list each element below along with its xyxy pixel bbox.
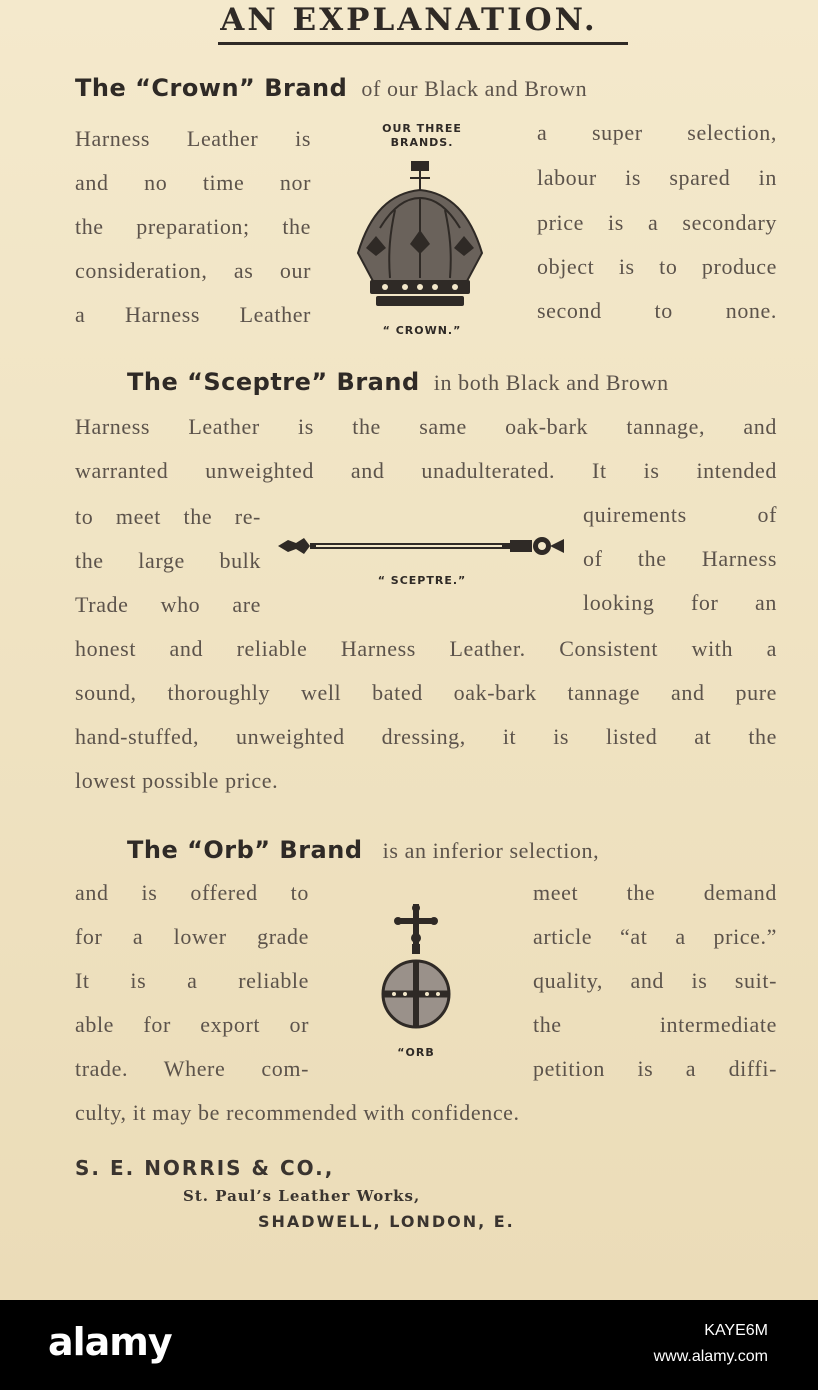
orb-brand-title: The “Orb” Brand [127,836,363,864]
crown-left-line-2: and no time nor [75,170,311,195]
orb-right-line-1: meet the demand [533,880,777,905]
sceptre-brand-title: The “Sceptre” Brand [127,368,420,396]
orb-left-line-5: trade. Where com- [75,1056,309,1081]
three-brands-caption: OUR THREE BRANDS. [382,122,462,149]
crown-first-line [75,74,777,102]
sceptre-full-line-6: lowest possible price. [75,768,279,793]
company-works: St. Paul’s Leather Works, [183,1187,421,1205]
sceptre-right-line-3: looking for an [583,590,777,615]
crown-right-line-3: price is a secondary [537,210,777,235]
sceptre-right-line-1: quirements of [583,502,777,527]
crown-brand-title: The “Crown” Brand [75,74,348,102]
alamy-logo: alamy [48,1320,172,1364]
sceptre-illustration [276,532,568,560]
sceptre-right-line-2: of the Harness [583,546,777,571]
sceptre-full-line-1: Harness Leather is the same oak-bark tannage, and [75,414,777,439]
sceptre-full-line-3: honest and reliable Harness Leather. Consistent with a [75,636,777,661]
stock-footer-bar [0,1300,818,1390]
crown-right-line-4: object is to produce [537,254,777,279]
orb-right-line-2: article “at a price.” [533,924,777,949]
sceptre-full-line-5: hand-stuffed, unweighted dressing, it is listed at the [75,724,777,749]
orb-left-line-3: It is a reliable [75,968,309,993]
orb-illustration [378,902,454,1042]
orb-first-line-rest: is an inferior selection, [382,838,600,863]
crown-illustration [350,158,490,314]
orb-left-line-1: and is offered to [75,880,309,905]
orb-last-line: culty, it may be recommended with confidence. [75,1100,520,1125]
orb-first-line [75,836,777,864]
image-id-label: KAYE6M [704,1322,768,1339]
crown-left-line-3: the preparation; the [75,214,311,239]
crown-right-line-5: second to none. [537,298,777,323]
sceptre-caption: “ SCEPTRE.” [377,574,467,587]
crown-first-line-rest: of our Black and Brown [361,76,588,101]
sceptre-first-line [75,368,777,396]
crown-left-line-5: a Harness Leather [75,302,311,327]
sceptre-left-line-1: to meet the re- [75,504,261,529]
heading-underline [218,42,628,45]
orb-left-line-4: able for export or [75,1012,309,1037]
sceptre-full-line-4: sound, thoroughly well bated oak-bark tannage and pure [75,680,777,705]
company-name: S. E. NORRIS & CO., [75,1156,335,1180]
orb-right-line-5: petition is a diffi- [533,1056,777,1081]
sceptre-full-line-2: warranted unweighted and unadulterated. It is intended [75,458,777,483]
crown-right-line-1: a super selection, [537,120,777,145]
page-heading: AN EXPLANATION. [220,2,598,38]
orb-right-line-4: the intermediate [533,1012,777,1037]
sceptre-first-line-rest: in both Black and Brown [433,370,669,395]
orb-caption: “ORB [397,1046,435,1059]
crown-right-line-2: labour is spared in [537,165,777,190]
crown-left-line-4: consideration, as our [75,258,311,283]
sceptre-left-line-3: Trade who are [75,592,261,617]
orb-right-line-3: quality, and is suit- [533,968,777,993]
company-address: SHADWELL, LONDON, E. [258,1212,515,1231]
orb-left-line-2: for a lower grade [75,924,309,949]
stock-url-label: www.alamy.com [653,1348,768,1365]
crown-caption: “ CROWN.” [382,324,462,337]
sceptre-left-line-2: the large bulk [75,548,261,573]
crown-left-line-1: Harness Leather is [75,126,311,151]
